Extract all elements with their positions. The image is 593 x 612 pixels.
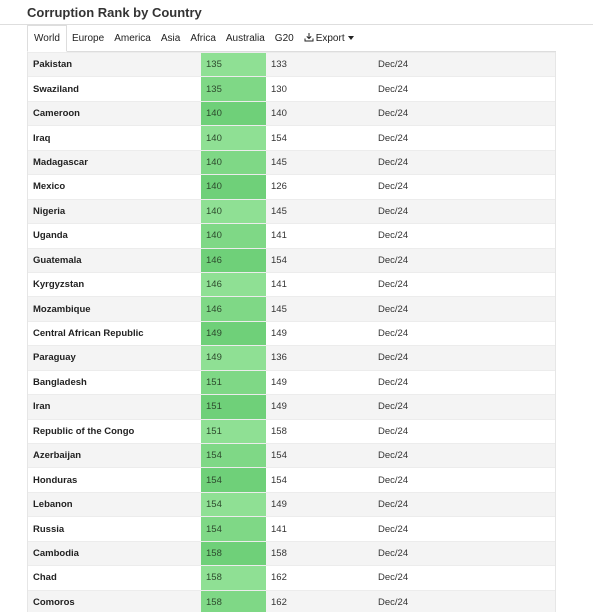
reference-cell: Dec/24	[373, 590, 555, 612]
reference-cell: Dec/24	[373, 395, 555, 419]
previous-cell: 149	[266, 321, 373, 345]
previous-cell: 141	[266, 272, 373, 296]
reference-cell: Dec/24	[373, 321, 555, 345]
export-label: Export	[315, 32, 345, 44]
reference-cell: Dec/24	[373, 126, 555, 150]
rank-cell: 140	[201, 199, 266, 223]
previous-cell: 145	[266, 297, 373, 321]
rank-cell: 151	[201, 370, 266, 394]
reference-cell: Dec/24	[373, 175, 555, 199]
previous-cell: 154	[266, 248, 373, 272]
rank-cell: 140	[201, 150, 266, 174]
tab-g20[interactable]: G20	[274, 32, 294, 44]
previous-cell: 162	[266, 566, 373, 590]
country-cell: Kyrgyzstan	[28, 272, 201, 296]
table-row	[28, 346, 555, 370]
previous-cell: 136	[266, 346, 373, 370]
table-row	[28, 199, 555, 223]
country-cell: Bangladesh	[28, 370, 201, 394]
table-row	[28, 126, 555, 150]
rank-cell: 151	[201, 419, 266, 443]
reference-cell: Dec/24	[373, 297, 555, 321]
reference-cell: Dec/24	[373, 541, 555, 565]
reference-cell: Dec/24	[373, 199, 555, 223]
reference-cell: Dec/24	[373, 492, 555, 516]
table-row	[28, 419, 555, 443]
previous-cell: 154	[266, 444, 373, 468]
tab-australia[interactable]: Australia	[225, 32, 265, 44]
country-cell: Nigeria	[28, 199, 201, 223]
rank-cell: 135	[201, 77, 266, 101]
country-cell: Azerbaijan	[28, 444, 201, 468]
reference-cell: Dec/24	[373, 419, 555, 443]
rank-cell: 135	[201, 53, 266, 77]
rank-cell: 140	[201, 101, 266, 125]
country-cell: Iran	[28, 395, 201, 419]
table-row	[28, 517, 555, 541]
previous-cell: 145	[266, 150, 373, 174]
reference-cell: Dec/24	[373, 53, 555, 77]
reference-cell: Dec/24	[373, 370, 555, 394]
country-cell: Mozambique	[28, 297, 201, 321]
table-row	[28, 566, 555, 590]
rank-cell: 158	[201, 566, 266, 590]
reference-cell: Dec/24	[373, 77, 555, 101]
rank-cell: 140	[201, 126, 266, 150]
rank-cell: 149	[201, 321, 266, 345]
rank-cell: 154	[201, 468, 266, 492]
country-cell: Comoros	[28, 590, 201, 612]
previous-cell: 149	[266, 492, 373, 516]
table-row	[28, 297, 555, 321]
table-row	[28, 370, 555, 394]
rank-cell: 140	[201, 175, 266, 199]
page-title: Corruption Rank by Country	[27, 5, 202, 20]
caret-down-icon	[348, 36, 354, 40]
reference-cell: Dec/24	[373, 248, 555, 272]
previous-cell: 149	[266, 370, 373, 394]
tab-europe[interactable]: Europe	[71, 32, 105, 44]
country-cell: Pakistan	[28, 53, 201, 77]
reference-cell: Dec/24	[373, 224, 555, 248]
rank-cell: 149	[201, 346, 266, 370]
rank-cell: 146	[201, 297, 266, 321]
country-cell: Cambodia	[28, 541, 201, 565]
previous-cell: 158	[266, 419, 373, 443]
table-row	[28, 468, 555, 492]
table-row	[28, 444, 555, 468]
country-cell: Uganda	[28, 224, 201, 248]
country-cell: Guatemala	[28, 248, 201, 272]
table-row	[28, 248, 555, 272]
table-row	[28, 175, 555, 199]
table-row	[28, 590, 555, 612]
table-row	[28, 101, 555, 125]
previous-cell: 141	[266, 517, 373, 541]
export-dropdown-button[interactable]	[299, 25, 359, 51]
reference-cell: Dec/24	[373, 468, 555, 492]
country-cell: Chad	[28, 566, 201, 590]
tab-africa[interactable]: Africa	[190, 32, 216, 44]
table-row	[28, 77, 555, 101]
previous-cell: 140	[266, 101, 373, 125]
rank-cell: 158	[201, 541, 266, 565]
rank-cell: 140	[201, 224, 266, 248]
reference-cell: Dec/24	[373, 101, 555, 125]
reference-cell: Dec/24	[373, 444, 555, 468]
country-cell: Lebanon	[28, 492, 201, 516]
country-cell: Iraq	[28, 126, 201, 150]
previous-cell: 158	[266, 541, 373, 565]
previous-cell: 130	[266, 77, 373, 101]
tab-america[interactable]: America	[114, 32, 151, 44]
table-row	[28, 321, 555, 345]
previous-cell: 145	[266, 199, 373, 223]
reference-cell: Dec/24	[373, 517, 555, 541]
country-cell: Honduras	[28, 468, 201, 492]
ranking-table-container	[27, 52, 556, 612]
tab-world[interactable]: World	[27, 25, 67, 52]
reference-cell: Dec/24	[373, 346, 555, 370]
download-icon	[304, 32, 314, 45]
rank-cell: 146	[201, 272, 266, 296]
previous-cell: 133	[266, 53, 373, 77]
previous-cell: 154	[266, 468, 373, 492]
previous-cell: 141	[266, 224, 373, 248]
rank-cell: 158	[201, 590, 266, 612]
table-row	[28, 541, 555, 565]
country-cell: Swaziland	[28, 77, 201, 101]
country-cell: Mexico	[28, 175, 201, 199]
reference-cell: Dec/24	[373, 272, 555, 296]
region-tabs	[27, 25, 556, 52]
country-cell: Cameroon	[28, 101, 201, 125]
table-row	[28, 53, 555, 77]
table-row	[28, 272, 555, 296]
rank-cell: 154	[201, 492, 266, 516]
country-cell: Russia	[28, 517, 201, 541]
previous-cell: 149	[266, 395, 373, 419]
country-cell: Paraguay	[28, 346, 201, 370]
table-row	[28, 224, 555, 248]
country-cell: Republic of the Congo	[28, 419, 201, 443]
tab-asia[interactable]: Asia	[160, 32, 181, 44]
table-body	[28, 53, 555, 612]
previous-cell: 162	[266, 590, 373, 612]
table-row	[28, 492, 555, 516]
reference-cell: Dec/24	[373, 150, 555, 174]
rank-cell: 146	[201, 248, 266, 272]
previous-cell: 154	[266, 126, 373, 150]
reference-cell: Dec/24	[373, 566, 555, 590]
rank-cell: 151	[201, 395, 266, 419]
country-cell: Central African Republic	[28, 321, 201, 345]
rank-cell: 154	[201, 444, 266, 468]
rank-cell: 154	[201, 517, 266, 541]
ranking-table	[28, 52, 555, 612]
table-row	[28, 150, 555, 174]
table-row	[28, 395, 555, 419]
country-cell: Madagascar	[28, 150, 201, 174]
previous-cell: 126	[266, 175, 373, 199]
